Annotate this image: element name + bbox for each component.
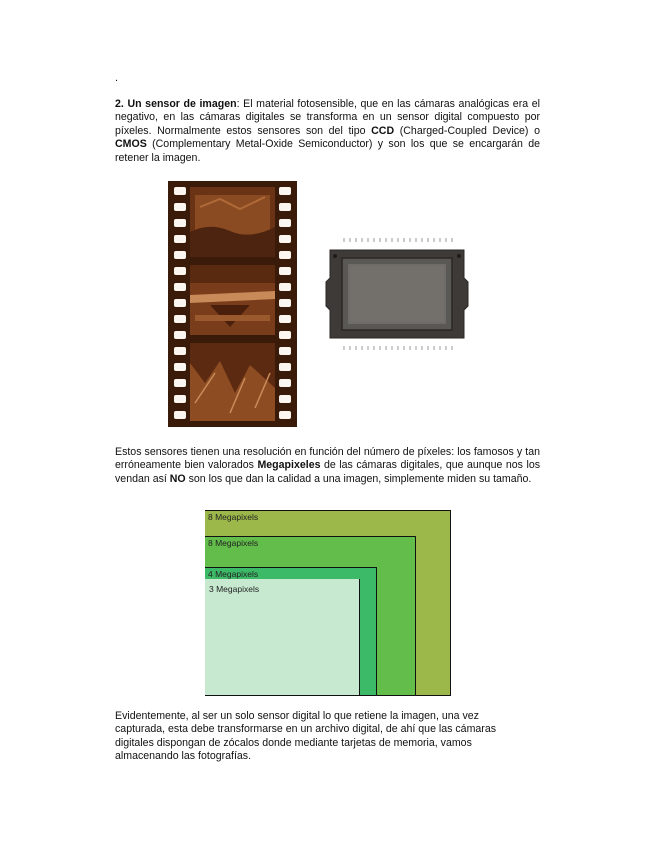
film-sprocket-holes-right (279, 181, 291, 427)
megapixel-comparison-diagram (205, 510, 451, 696)
film-sprocket-holes-left (174, 181, 186, 427)
megapixel-label: 4 Megapixels (208, 569, 259, 579)
film-frame-3 (190, 343, 275, 421)
megapixel-box-smallest (205, 579, 360, 696)
paragraph-resolution (115, 446, 540, 486)
image-sensor-chip-image (322, 238, 472, 350)
section-number: 2. (115, 98, 124, 110)
term-ccd: CCD (371, 124, 395, 137)
term-cmos: CMOS (115, 138, 147, 151)
paragraph-storage: Evidentemente, al ser un solo sensor digital lo que retiene la imagen, una vez capturada, esta debe transformarse en un archivo digital, de ahí que las cámaras digitales dispongan de zócalos donde mediante tarjetas de memoria, vamos almacenando las fotografías. (115, 710, 497, 763)
stray-dot: . (115, 72, 119, 84)
megapixel-label: 8 Megapixels (208, 512, 259, 522)
megapixel-label: 3 Megapixels (209, 584, 260, 594)
film-negative-image (168, 181, 297, 427)
text: Estos sensores tienen una resolución en función del número de píxeles: los famosos y tan erróneamente bien valorados (115, 446, 540, 472)
term-no: NO (169, 472, 186, 485)
text: de las cámaras digitales, que aunque nos los vendan así (115, 459, 541, 485)
section-heading: Un sensor de imagen (127, 98, 237, 110)
film-frame-2 (190, 265, 275, 335)
paragraph-sensor-intro (115, 98, 540, 165)
text: : El material fotosensible, que en las cámaras analógicas era el negativo, en las cámaras digitales se transforma en un sensor digital compuesto por píxeles. Normalmente estos sensores son del tipo (115, 98, 540, 137)
text: (Charged-Coupled Device) o (394, 124, 540, 137)
text: (Complementary Metal-Oxide Semiconductor) y son los que se encargarán de retener la imagen. (115, 138, 540, 164)
term-megapixeles: Megapixeles (257, 459, 321, 472)
text: son los que dan la calidad a una imagen, simplemente miden su tamaño. (185, 472, 532, 485)
film-frame-1 (190, 187, 275, 257)
diagram-baseline (205, 695, 451, 696)
megapixel-label: 8 Megapixels (208, 538, 259, 548)
